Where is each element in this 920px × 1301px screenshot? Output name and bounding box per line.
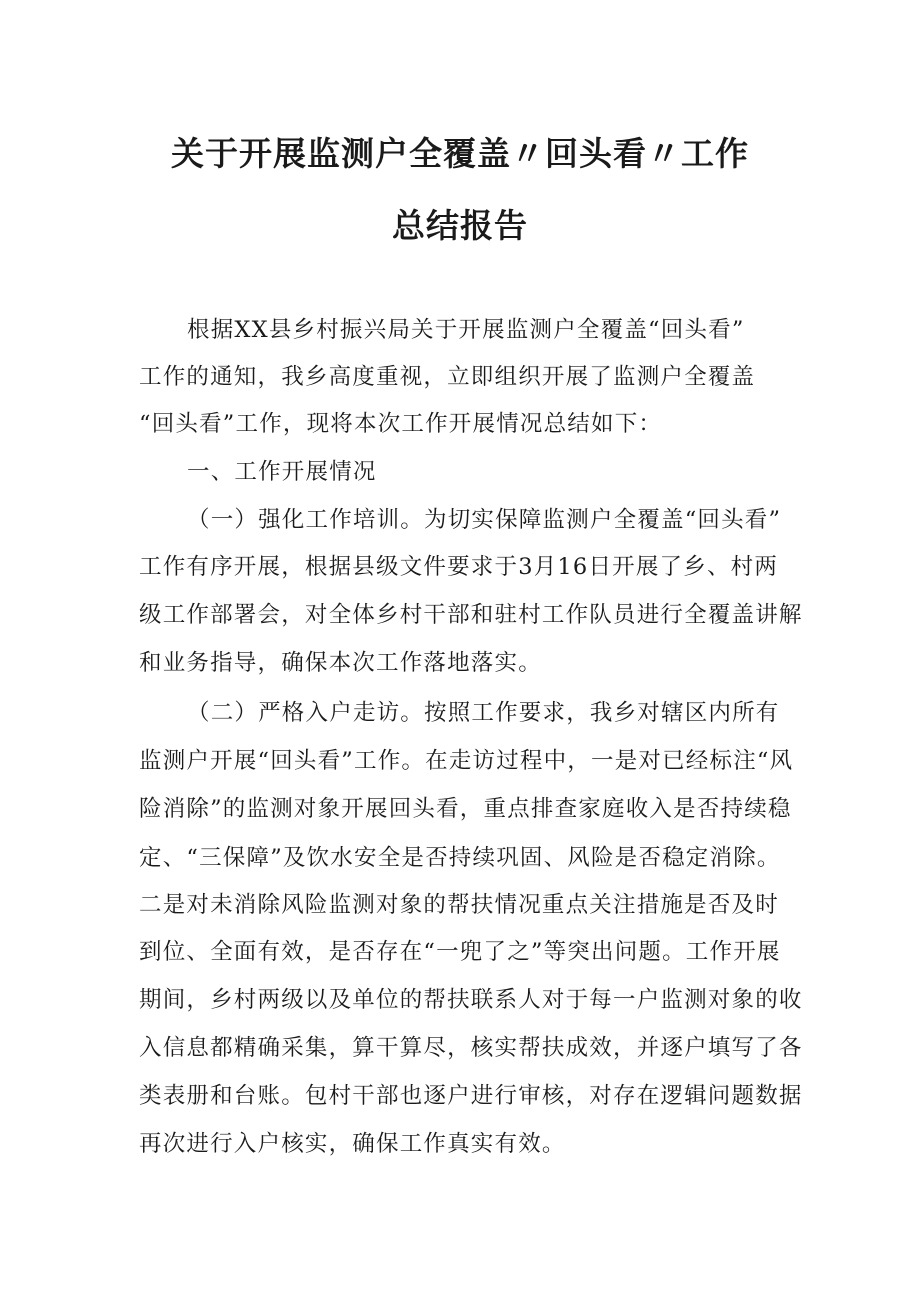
paragraph-1-line-3: “回头看”工作，现将本次工作开展情况总结如下： bbox=[139, 411, 663, 437]
paragraph-3-line-5: 二是对未消除风险监测对象的帮扶情况重点关注措施是否及时 bbox=[139, 892, 779, 918]
paragraph-2-line-4: 和业务指导，确保本次工作落地落实。 bbox=[139, 650, 542, 676]
paragraph-3-line-8: 入信息都精确采集，算干算尽，核实帮扶成效，并逐户填写了各 bbox=[139, 1035, 803, 1061]
section-heading-1: 一、工作开展情况 bbox=[187, 459, 377, 485]
paragraph-3-line-4: 定、“三保障”及饮水安全是否持续巩固、风险是否稳定消除。 bbox=[139, 845, 781, 871]
paragraph-2-line-2: 工作有序开展，根据县级文件要求于3月16日开展了乡、村两 bbox=[139, 554, 779, 580]
paragraph-2-line-1: （一）强化工作培训。为切实保障监测户全覆盖“回头看” bbox=[187, 507, 782, 533]
document-title-line-1: 关于开展监测户全覆盖〃回头看〃工作 bbox=[171, 134, 749, 173]
document-title-line-2: 总结报告 bbox=[392, 206, 528, 245]
paragraph-3-line-2: 监测户开展“回头看”工作。在走访过程中，一是对已经标注“风 bbox=[139, 748, 794, 774]
paragraph-3-line-6: 到位、全面有效，是否存在“一兜了之”等突出问题。工作开展 bbox=[139, 939, 781, 965]
paragraph-1-line-1: 根据XX县乡村振兴局关于开展监测户全覆盖“回头看” bbox=[187, 317, 745, 343]
paragraph-3-line-1: （二）严格入户走访。按照工作要求，我乡对辖区内所有 bbox=[187, 700, 780, 726]
paragraph-2-line-3: 级工作部署会，对全体乡村干部和驻村工作队员进行全覆盖讲解 bbox=[139, 602, 803, 628]
paragraph-3-line-3: 险消除”的监测对象开展回头看，重点排查家庭收入是否持续稳 bbox=[139, 796, 792, 822]
paragraph-3-line-10: 再次进行入户核实，确保工作真实有效。 bbox=[139, 1131, 566, 1157]
paragraph-3-line-9: 类表册和台账。包村干部也逐户进行审核，对存在逻辑问题数据 bbox=[139, 1083, 803, 1109]
paragraph-3-line-7: 期间，乡村两级以及单位的帮扶联系人对于每一户监测对象的收 bbox=[139, 987, 803, 1013]
paragraph-1-line-2: 工作的通知，我乡高度重视，立即组织开展了监测户全覆盖 bbox=[139, 364, 756, 390]
